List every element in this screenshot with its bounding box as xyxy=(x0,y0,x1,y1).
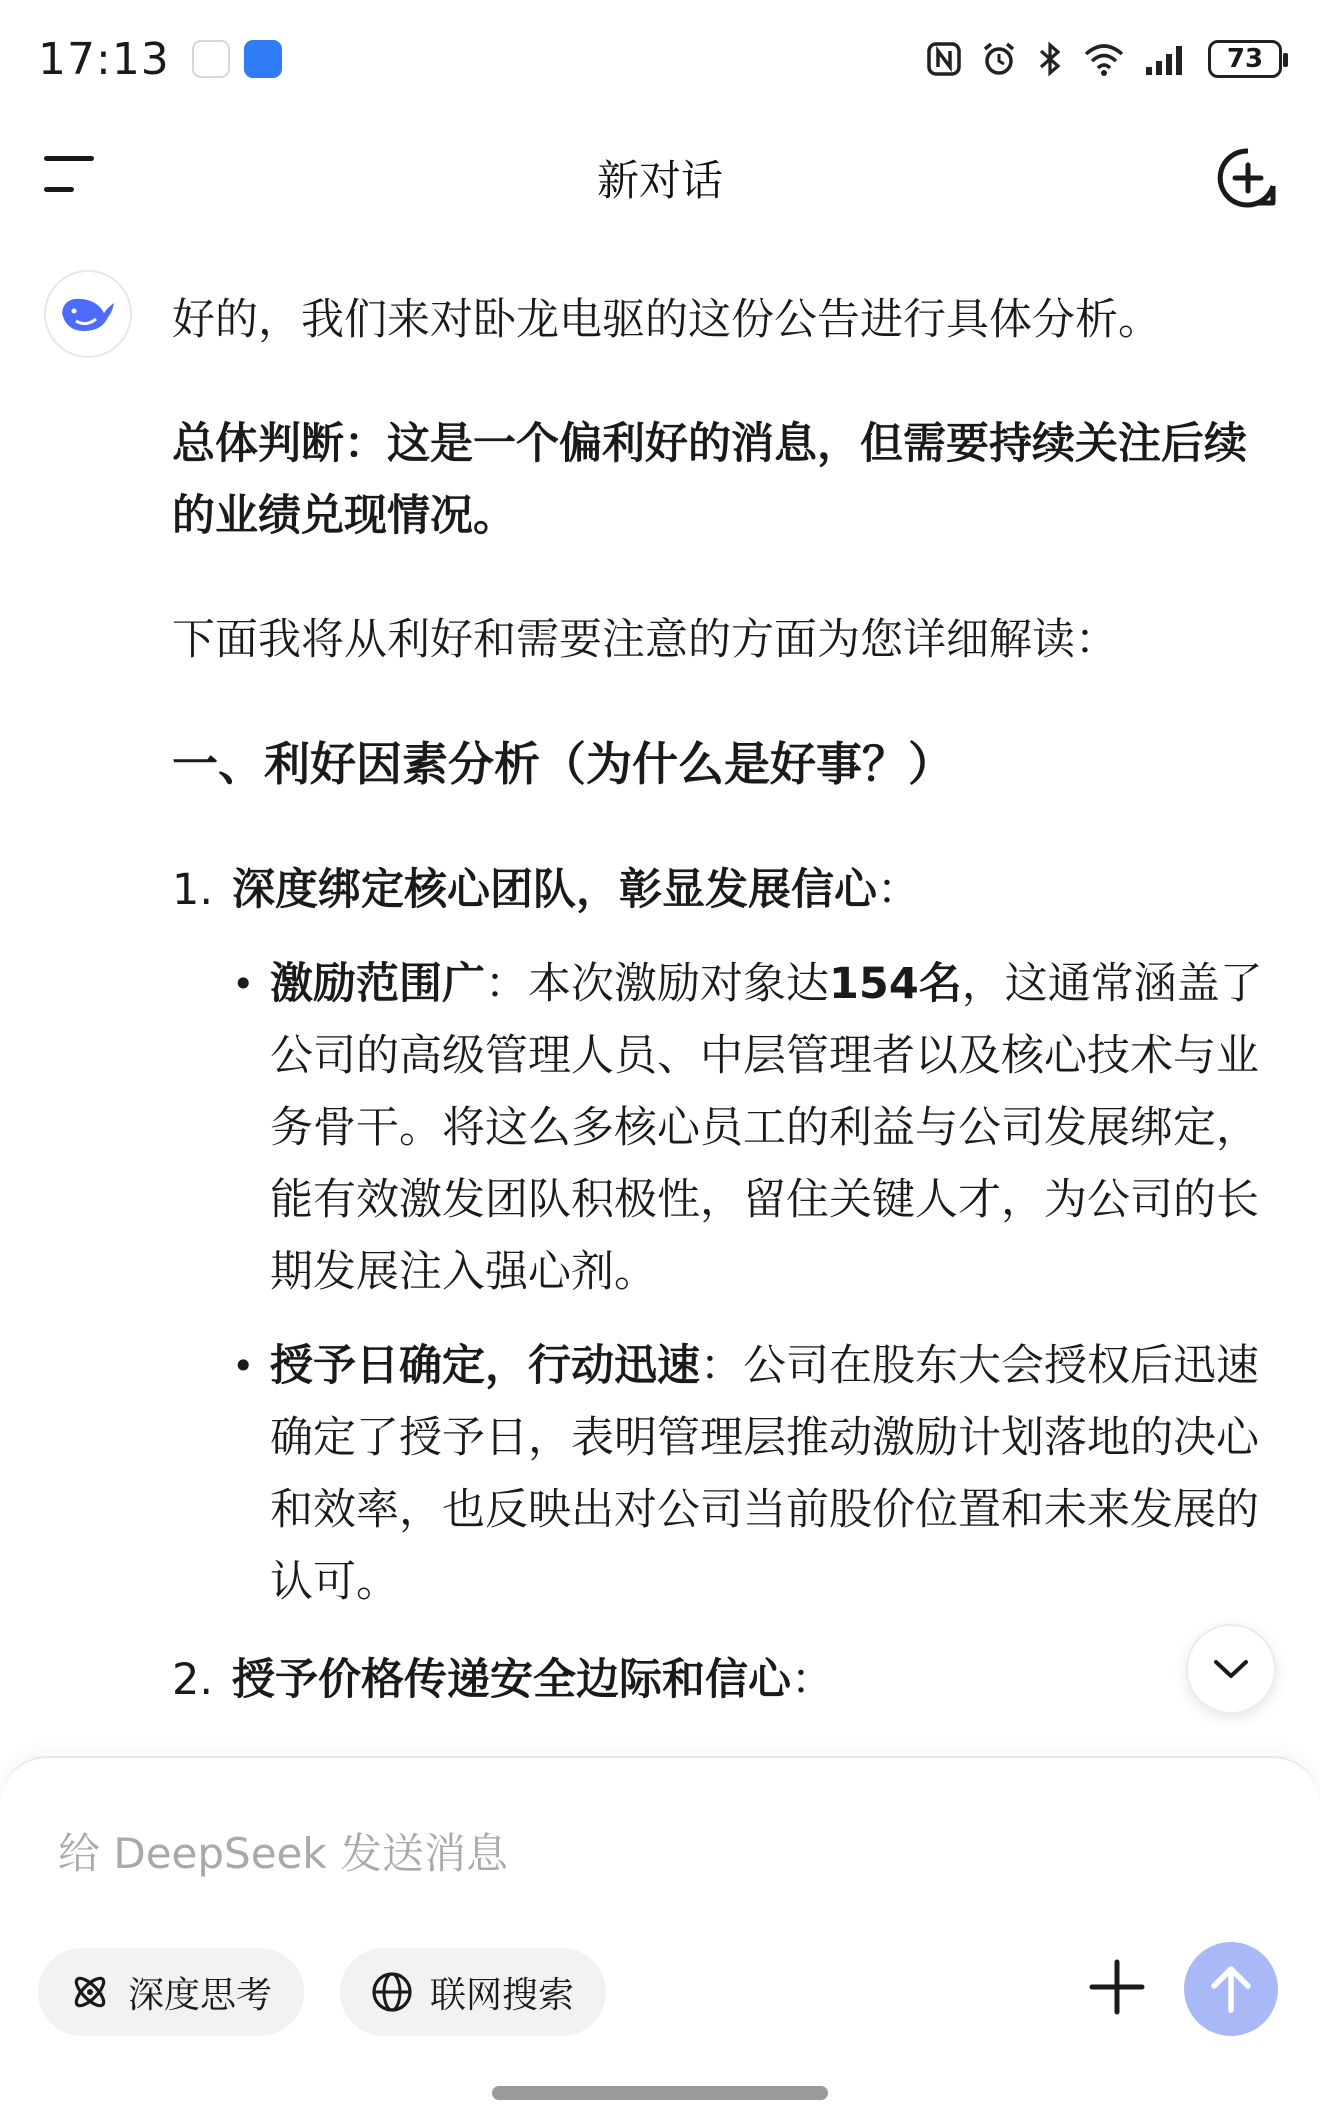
bullet-item xyxy=(232,1330,1272,1618)
status-time: 17:13 xyxy=(38,33,170,85)
list-item xyxy=(172,854,1272,926)
message-composer xyxy=(0,1756,1320,2120)
home-indicator[interactable] xyxy=(492,2086,828,2100)
plus-icon[interactable] xyxy=(1086,1956,1148,2018)
message-lead: 下面我将从利好和需要注意的方面为您详细解读： xyxy=(172,615,1118,665)
chevron-down-icon xyxy=(1212,1657,1250,1681)
nfc-icon xyxy=(926,41,962,77)
wifi-icon xyxy=(1082,40,1126,78)
list-item-title: 深度绑定核心团队，彰显发展信心： xyxy=(232,865,920,915)
bullet-dot: • xyxy=(232,1344,255,1388)
message-input[interactable] xyxy=(58,1818,1158,1888)
deep-think-label: 深度思考 xyxy=(128,1974,273,2016)
bullet-text: 授予日确定，行动迅速：公司在股东大会授权后迅速确定了授予日，表明管理层推动激励计划落地的决心和效率，也反映出对公司当前股价位置和未来发展的认可。 xyxy=(270,1341,1259,1607)
list-number: 2. xyxy=(172,1655,214,1705)
globe-icon xyxy=(370,1970,414,2014)
new-chat-icon[interactable] xyxy=(1216,146,1280,210)
send-button[interactable] xyxy=(1184,1942,1278,2036)
section-heading: 一、利好因素分析（为什么是好事？） xyxy=(172,737,954,791)
web-search-button[interactable] xyxy=(340,1948,606,2036)
alarm-icon xyxy=(980,40,1018,78)
notification-icons xyxy=(192,40,282,78)
chat-header xyxy=(0,118,1320,228)
system-icons xyxy=(926,40,1282,78)
list-item-title: 授予价格传递安全边际和信心： xyxy=(232,1655,834,1705)
deepseek-whale-icon xyxy=(58,291,118,337)
app-notification-icon xyxy=(192,40,230,78)
bullet-dot: • xyxy=(232,962,255,1006)
status-bar xyxy=(0,0,1320,118)
list-number: 1. xyxy=(172,865,214,915)
web-search-label: 联网搜索 xyxy=(430,1974,575,2016)
message-summary: 总体判断：这是一个偏利好的消息，但需要持续关注后续的业绩兑现情况。 xyxy=(172,419,1247,541)
message-notification-icon xyxy=(244,40,282,78)
bluetooth-icon xyxy=(1036,40,1064,78)
bullet-item xyxy=(232,948,1272,1308)
battery-level: 73 xyxy=(1226,44,1264,74)
bullet-text: 激励范围广：本次激励对象达154名，这通常涵盖了公司的高级管理人员、中层管理者以及核心技术与业务骨干。将这么多核心员工的利益与公司发展绑定，能有效激发团队积极性，留住关键人才，为公司的长期发展注入强心剂。 xyxy=(270,959,1263,1297)
list-item xyxy=(172,1644,1272,1716)
assistant-avatar xyxy=(44,270,132,358)
deep-think-button[interactable] xyxy=(38,1948,304,2036)
page-title: 新对话 xyxy=(596,156,723,205)
atom-icon xyxy=(68,1970,112,2014)
scroll-to-bottom-button[interactable] xyxy=(1186,1624,1276,1714)
message-intro: 好的，我们来对卧龙电驱的这份公告进行具体分析。 xyxy=(172,295,1161,345)
battery-icon xyxy=(1208,40,1282,78)
assistant-message xyxy=(172,284,1272,1716)
arrow-up-icon xyxy=(1208,1964,1254,2014)
signal-icon xyxy=(1144,41,1190,77)
